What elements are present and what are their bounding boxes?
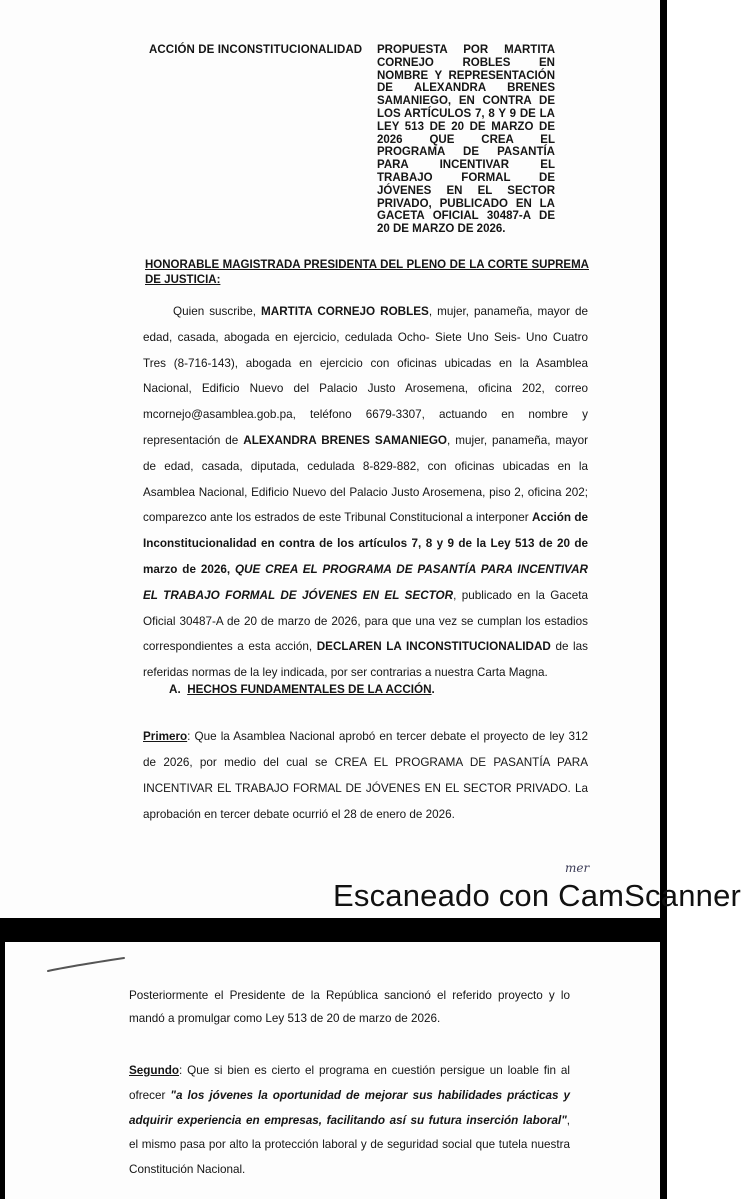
declaration: DECLAREN LA INCONSTITUCIONALIDAD bbox=[316, 640, 551, 654]
primero-label: Primero bbox=[143, 730, 188, 743]
segundo-paragraph bbox=[129, 1059, 570, 1183]
intro-text: , mujer, panameña, mayor de edad, casada, abogada en ejercicio, cedulada Ocho- Siete Uno Seis- Uno Cuatro Tres (8-716-143), abogada en ejercicio con oficinas ubicadas en la Asamblea Nacional, Edificio Nuevo del Palacio Justo Arosemena, oficina 202, correo mcornejo@asamblea.gob.pa, teléfono 6679-3307, actuando en nombre y representación de bbox=[143, 305, 588, 447]
section-title: HECHOS FUNDAMENTALES DE LA ACCIÓN bbox=[187, 683, 432, 696]
document-title: ACCIÓN DE INCONSTITUCIONALIDAD bbox=[149, 44, 363, 56]
law-title: QUE CREA EL PROGRAMA DE PASANTÍA PARA INCENTIVAR EL TRABAJO FORMAL DE JÓVENES EN EL SECTOR bbox=[143, 562, 588, 602]
section-letter: A. bbox=[169, 683, 181, 696]
segundo-label: Segundo bbox=[129, 1064, 179, 1077]
intro-text: , mujer, panameña, mayor de edad, casada, diputada, cedulada 8-829-882, con oficinas ubicadas en la Asamblea Nacional, Edificio Nuevo del Palacio Justo Arosemena, piso 2, oficina 202; comparezco ante los estrados de este Tribunal Constitucional a interponer bbox=[143, 433, 588, 525]
segundo-quote: "a los jóvenes la oportunidad de mejorar sus habilidades prácticas y adquirir experiencia en empresas, facilitando así su futura inserción laboral" bbox=[129, 1088, 570, 1127]
scan-edge bbox=[660, 0, 667, 918]
page-separator bbox=[0, 918, 667, 942]
scan-edge bbox=[0, 942, 5, 1199]
author-name: MARTITA CORNEJO ROBLES bbox=[261, 305, 429, 318]
proposal-block: PROPUESTA POR MARTITA CORNEJO ROBLES EN NOMBRE Y REPRESENTACIÓN DE ALEXANDRA BRENES SAMANIEGO, EN CONTRA DE LOS ARTÍCULOS 7, 8 Y 9 DE LA LEY 513 DE 20 DE MARZO DE 2026 QUE CREA EL PROGRAMA DE PASANTÍA PARA INCENTIVAR EL TRABAJO FORMAL DE JÓVENES EN EL SECTOR PRIVADO, PUBLICADO EN LA GACETA OFICIAL 30487-A DE 20 DE MARZO DE 2026. bbox=[377, 44, 555, 236]
intro-paragraph bbox=[143, 299, 588, 686]
intro-text: Quien suscribe, bbox=[173, 305, 262, 318]
action-description: Acción de Inconstitucionalidad en contra de los artículos 7, 8 y 9 de la Ley 513 de 20 de marzo de 2026, bbox=[143, 511, 589, 576]
segundo-text: : Que si bien es cierto el programa en cuestión persigue un loable fin al ofrecer bbox=[129, 1064, 570, 1102]
pen-stroke-mark bbox=[46, 955, 126, 973]
primero-text: : Que la Asamblea Nacional aprobó en tercer debate el proyecto de ley 312 de 2026, por medio del cual se CREA EL PROGRAMA DE PASANTÍA PARA INCENTIVAR EL TRABAJO FORMAL DE JÓVENES EN EL SECTOR PRIVADO. La aprobación en tercer debate ocurrió el 28 de enero de 2026. bbox=[143, 730, 588, 821]
primero-paragraph bbox=[143, 724, 588, 828]
segundo-text: , el mismo pasa por alto la protección laboral y de seguridad social que tutela nuestra Constitución Nacional. bbox=[129, 1113, 570, 1177]
intro-text: , publicado en la Gaceta Oficial 30487-A de 20 de marzo de 2026, para que una vez se cumplan los estadios correspondientes a esta acción, bbox=[143, 588, 588, 654]
represented-name: ALEXANDRA BRENES SAMANIEGO bbox=[243, 433, 447, 447]
intro-text: de las referidas normas de la ley indicada, por ser contrarias a nuestra Carta Magna. bbox=[143, 640, 588, 680]
handwritten-initials: mer bbox=[565, 861, 590, 875]
section-heading: A. HECHOS FUNDAMENTALES DE LA ACCIÓN. bbox=[169, 683, 435, 696]
salutation: HONORABLE MAGISTRADA PRESIDENTA DEL PLENO DE LA CORTE SUPREMA DE JUSTICIA: bbox=[145, 259, 589, 286]
scan-edge bbox=[660, 942, 667, 1199]
continuation-paragraph: Posteriormente el Presidente de la República sancionó el referido proyecto y lo mandó a promulgar como Ley 513 de 20 de marzo de 2026. bbox=[129, 989, 570, 1025]
scanner-watermark: Escaneado con CamScanner bbox=[333, 878, 741, 913]
